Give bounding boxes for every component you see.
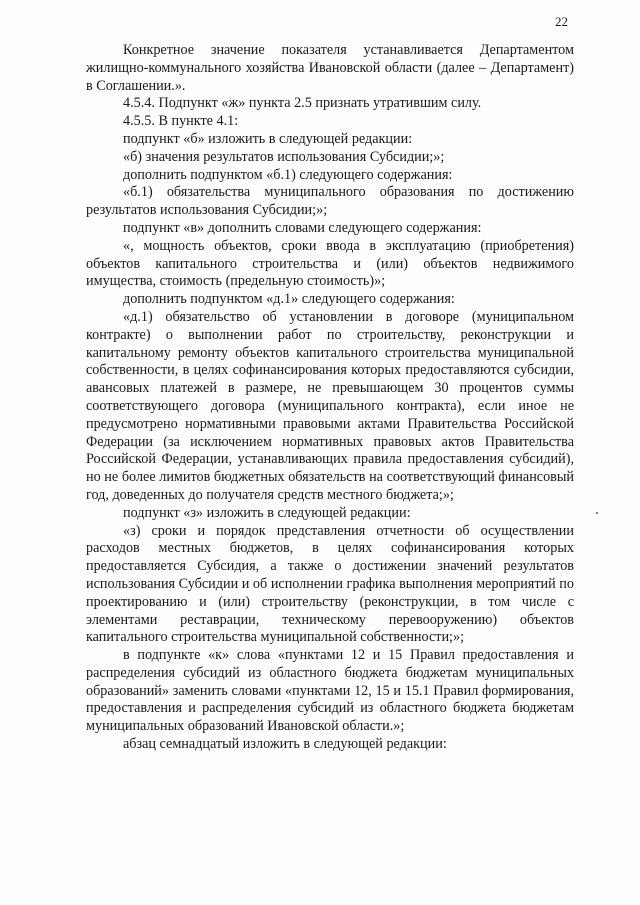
paragraph-7: «б.1) обязательства муниципального образования по достижению результатов использования Субсидии;»; — [86, 184, 574, 219]
paragraph-4: подпункт «б» изложить в следующей редакции: — [123, 130, 413, 147]
paragraph-8: подпункт «в» дополнить словами следующего содержания: — [123, 219, 482, 236]
scan-speck — [596, 512, 598, 514]
paragraph-1: Конкретное значение показателя устанавливается Департаментом жилищно-коммунального хозяйства Ивановской области (далее – Департамент) в Соглашении.». — [86, 42, 574, 94]
paragraph-2: 4.5.4. Подпункт «ж» пункта 2.5 признать утратившим силу. — [123, 95, 482, 112]
paragraph-3: 4.5.5. В пункте 4.1: — [123, 113, 239, 130]
page-number: 22 — [555, 14, 568, 29]
paragraph-14: в подпункте «к» слова «пунктами 12 и 15 Правил предоставления и распределения субсидий из областного бюджета бюджетам муниципальных образований» заменить словами «пунктами 12, 15 и 15.1 Правил формирования, предоставления и распределения субсидий из областного бюджета бюджетам муниципальных образований Ивановской области.»; — [86, 647, 574, 735]
paragraph-12: подпункт «з» изложить в следующей редакции: — [123, 504, 411, 521]
paragraph-15: абзац семнадцатый изложить в следующей редакции: — [123, 736, 447, 753]
document-body — [86, 42, 574, 754]
paragraph-13: «з) сроки и порядок представления отчетности об осуществлении расходов местных бюджетов, в целях софинансирования которых предоставляется Субсидия, а также о достижении значений результатов использования Субсидии и об исполнении графика выполнения мероприятий по проектированию и (или) строительству (реконструкции, в том числе с элементами реставрации, техническому перевооружению) объектов капитального строительства муниципальной собственности;»; — [86, 522, 574, 646]
paragraph-10: дополнить подпунктом «д.1» следующего содержания: — [123, 291, 455, 308]
paragraph-6: дополнить подпунктом «б.1) следующего содержания: — [123, 166, 453, 183]
paragraph-5: «б) значения результатов использования Субсидии;»; — [123, 148, 445, 165]
paragraph-11: «д.1) обязательство об установлении в договоре (муниципальном контракте) о выполнении работ по строительству, реконструкции и капитальному ремонту объектов капитального строительства муниципальной собственности, в целях софинансирования которых предоставляются субсидии, авансовых платежей в размере, не превышающем 30 процентов суммы соответствующего договора (муниципального контракта), если иное не предусмотрено нормативными правовыми актами Правительства Российской Федерации (за исключением нормативных правовых актов Правительства Российской Федерации, устанавливающих правила предоставления субсидий), но не более лимитов бюджетных обязательств на соответствующий финансовый год, доведенных до получателя средств местного бюджета;»; — [86, 308, 574, 503]
paragraph-9: «, мощность объектов, сроки ввода в эксплуатацию (приобретения) объектов капитального строительства и (или) объектов недвижимого имущества, стоимость (предельную стоимость)»; — [86, 237, 574, 290]
